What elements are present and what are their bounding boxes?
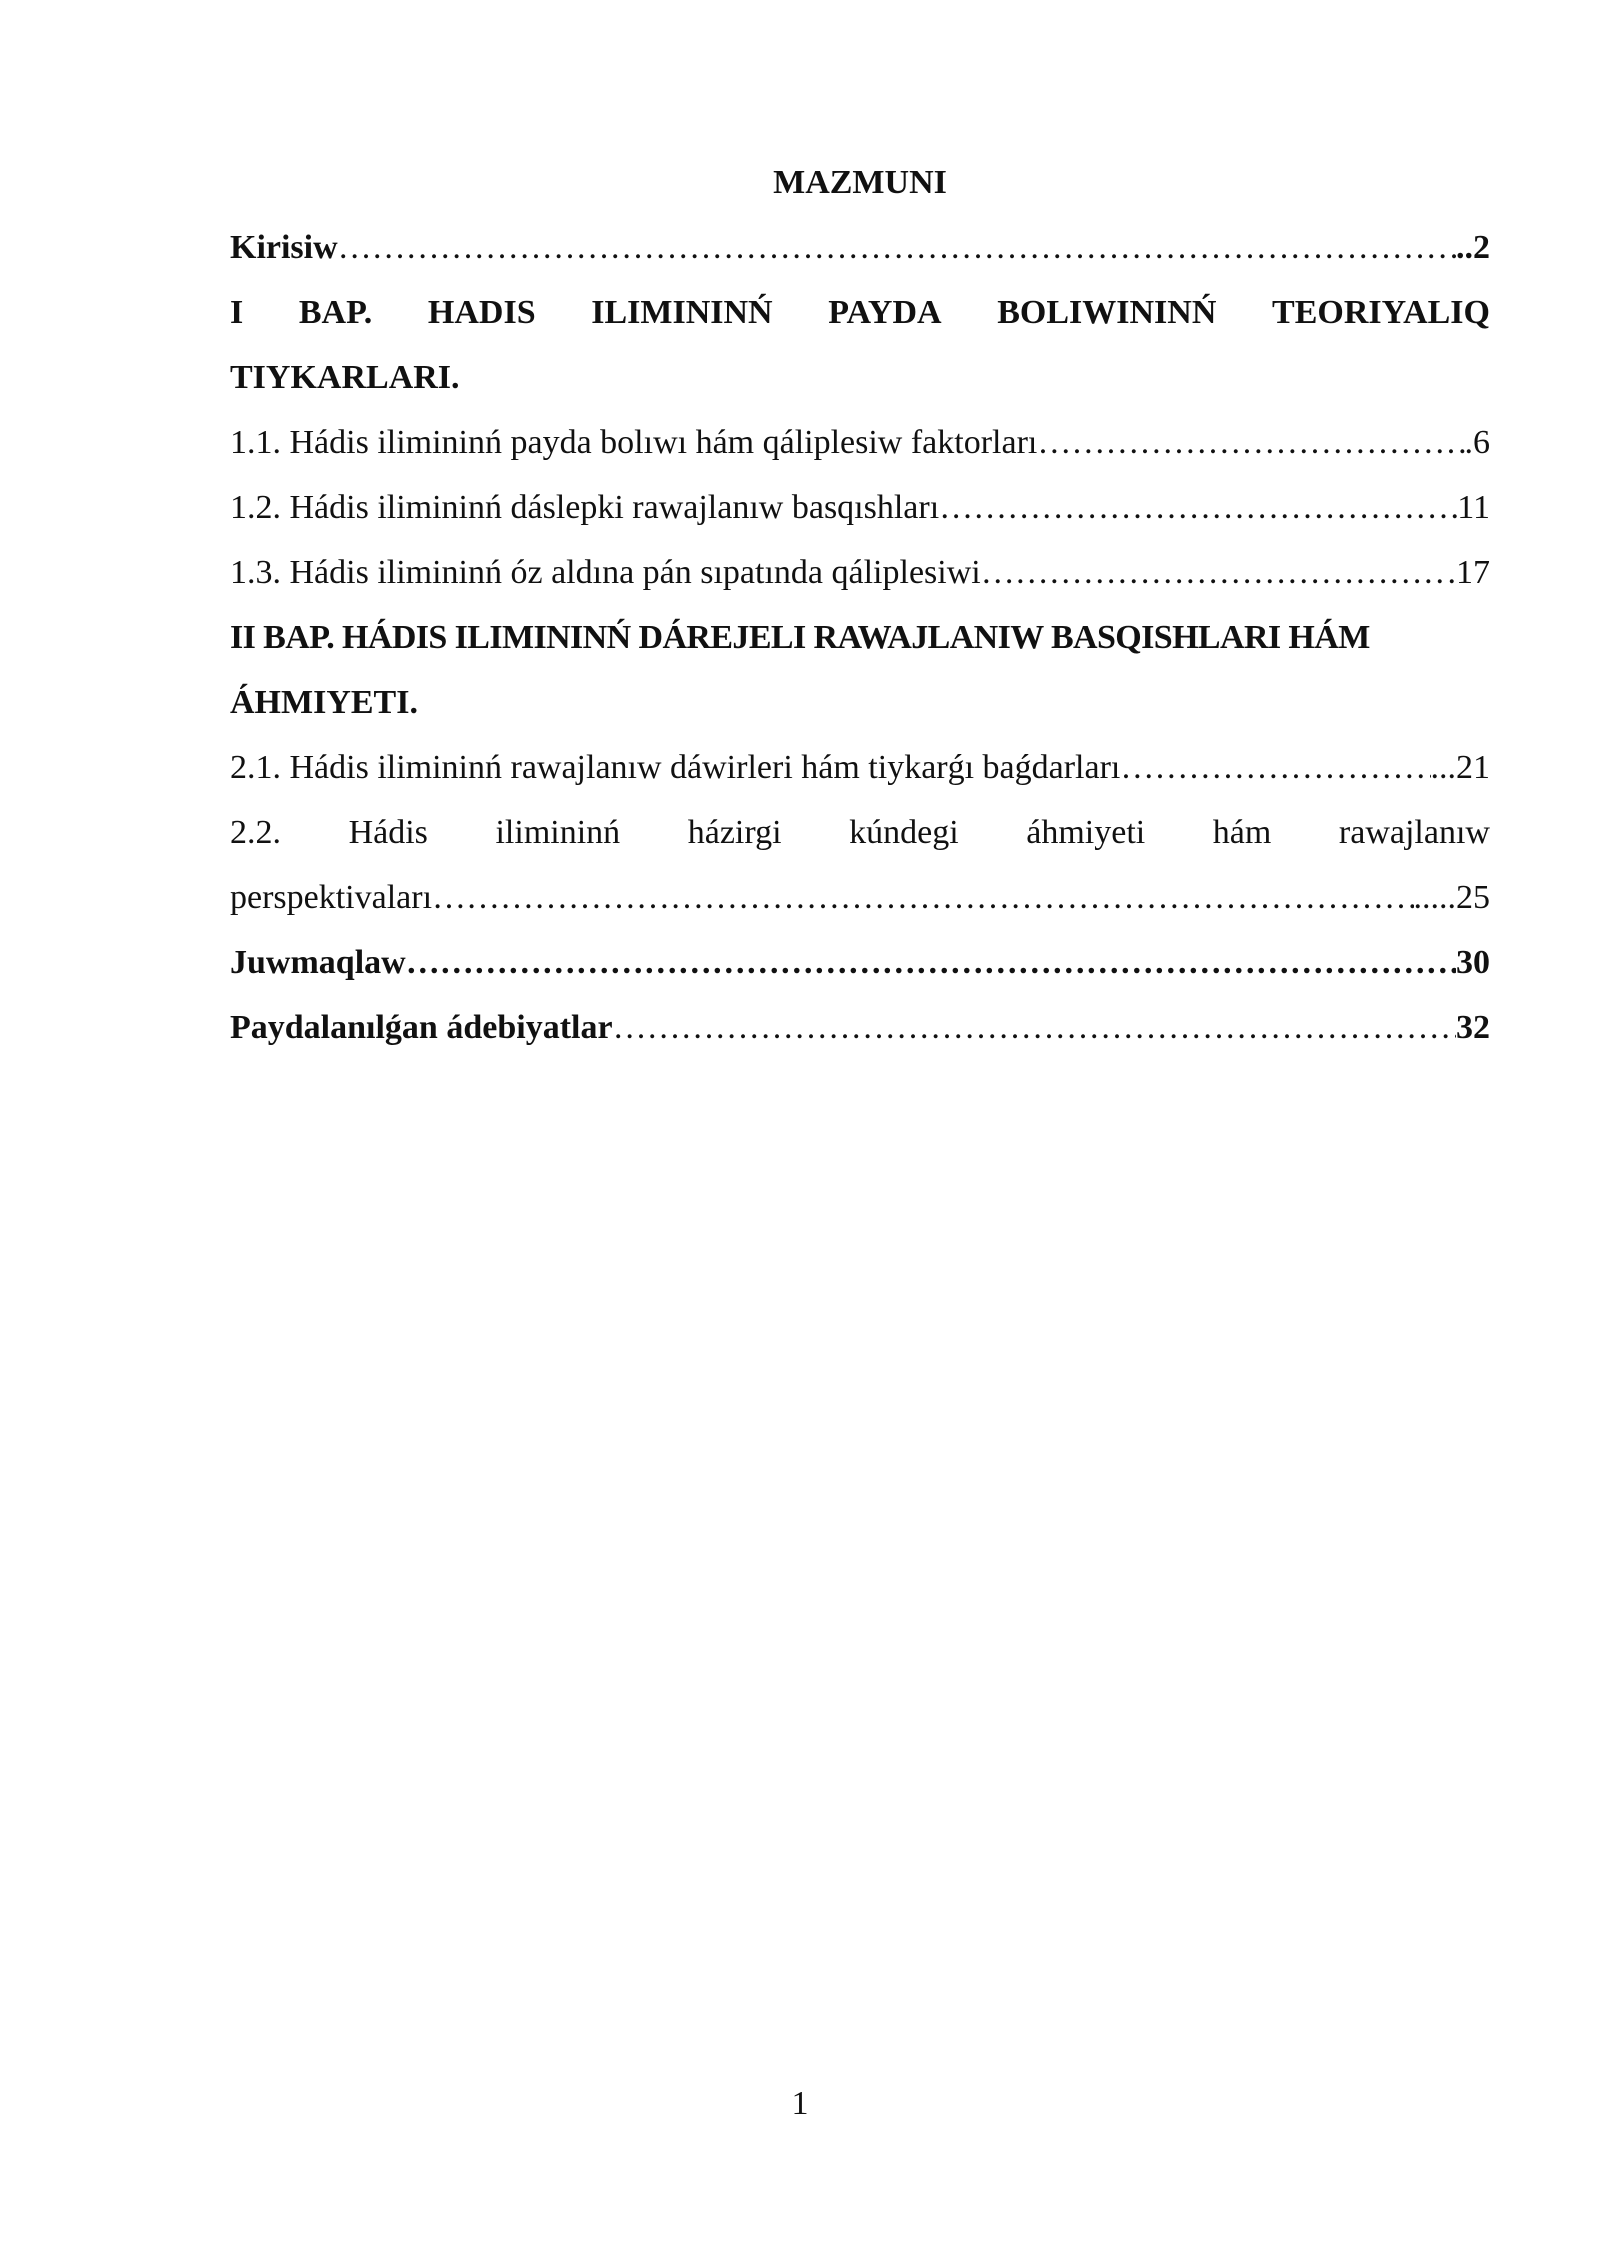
toc-word: ILIMININŃ [591,294,773,331]
toc-entry-label: 1.1. Hádis ilimininń payda bolıwı hám qáliplesiw faktorları [230,424,1038,461]
toc-entry-page: 11 [1457,489,1490,526]
table-of-contents [230,150,1490,1060]
toc-entry-label: Paydalanılǵan ádebiyatlar [230,1009,613,1046]
toc-title: MAZMUNI [773,164,947,201]
dot-leader [1037,410,1464,475]
toc-entry-introduction [230,215,1490,280]
toc-entry-label: Juwmaqlaw [230,944,406,981]
toc-entry-1-2 [230,475,1490,540]
toc-word: Hádis [348,814,428,851]
toc-word: I [230,294,244,331]
toc-chapter-2-heading: II BAP. HÁDIS ILIMININŃ DÁREJELI RAWAJLANIW BASQISHLARI HÁM [230,619,1370,656]
toc-word: áhmiyeti [1026,814,1146,851]
toc-entry-2-2-cont [230,865,1490,930]
toc-word: BOLIWININŃ [997,294,1217,331]
toc-entry-1-3 [230,540,1490,605]
toc-entry-label: perspektivaları [230,879,433,916]
page-number: 1 [791,2085,809,2122]
toc-word: HADIS [427,294,536,331]
dot-leader [432,865,1413,930]
toc-entry-label: 2.1. Hádis ilimininń rawajlanıw dáwirleri hám tiykarǵı baǵdarları [230,749,1121,786]
toc-entry-label: 1.3. Hádis ilimininń óz aldına pán sıpatında qáliplesiwi [230,554,981,591]
toc-entry-1-1 [230,410,1490,475]
dot-leader [981,540,1448,605]
toc-chapter-1-heading-cont: TIYKARLARI. [230,359,460,396]
dot-leader [1120,735,1430,800]
dot-leader [613,995,1456,1060]
toc-word: BAP. [298,294,373,331]
toc-entry-page: .6 [1464,424,1490,461]
toc-word: 2.2. [230,814,281,851]
dot-leader [939,475,1457,540]
toc-word: TEORIYALIQ [1272,294,1490,331]
toc-entry-page: ..2 [1456,229,1490,266]
toc-entry-references [230,995,1490,1060]
toc-entry-conclusion [230,930,1490,995]
dot-leader [406,930,1456,995]
toc-word: rawajlanıw [1338,814,1490,851]
toc-entry-2-2 [230,800,1490,865]
toc-entry-label: Kirisiw [230,229,338,266]
toc-entry-page: .17 [1447,554,1490,591]
toc-entry-2-1 [230,735,1490,800]
toc-entry-label: 1.2. Hádis ilimininń dáslepki rawajlanıw basqıshları [230,489,940,526]
toc-word: ilimininń [495,814,621,851]
toc-word: PAYDA [828,294,942,331]
toc-entry-page: 30 [1456,944,1490,981]
toc-entry-page: ...21 [1430,749,1490,786]
toc-chapter-1-heading [230,280,1490,345]
toc-word: hám [1212,814,1272,851]
toc-word: házirgi [687,814,782,851]
toc-entry-page: .....25 [1413,879,1490,916]
toc-word: kúndegi [849,814,959,851]
toc-chapter-2-heading-cont: ÁHMIYETI. [230,684,418,721]
toc-entry-page: 32 [1456,1009,1490,1046]
dot-leader [338,215,1456,280]
